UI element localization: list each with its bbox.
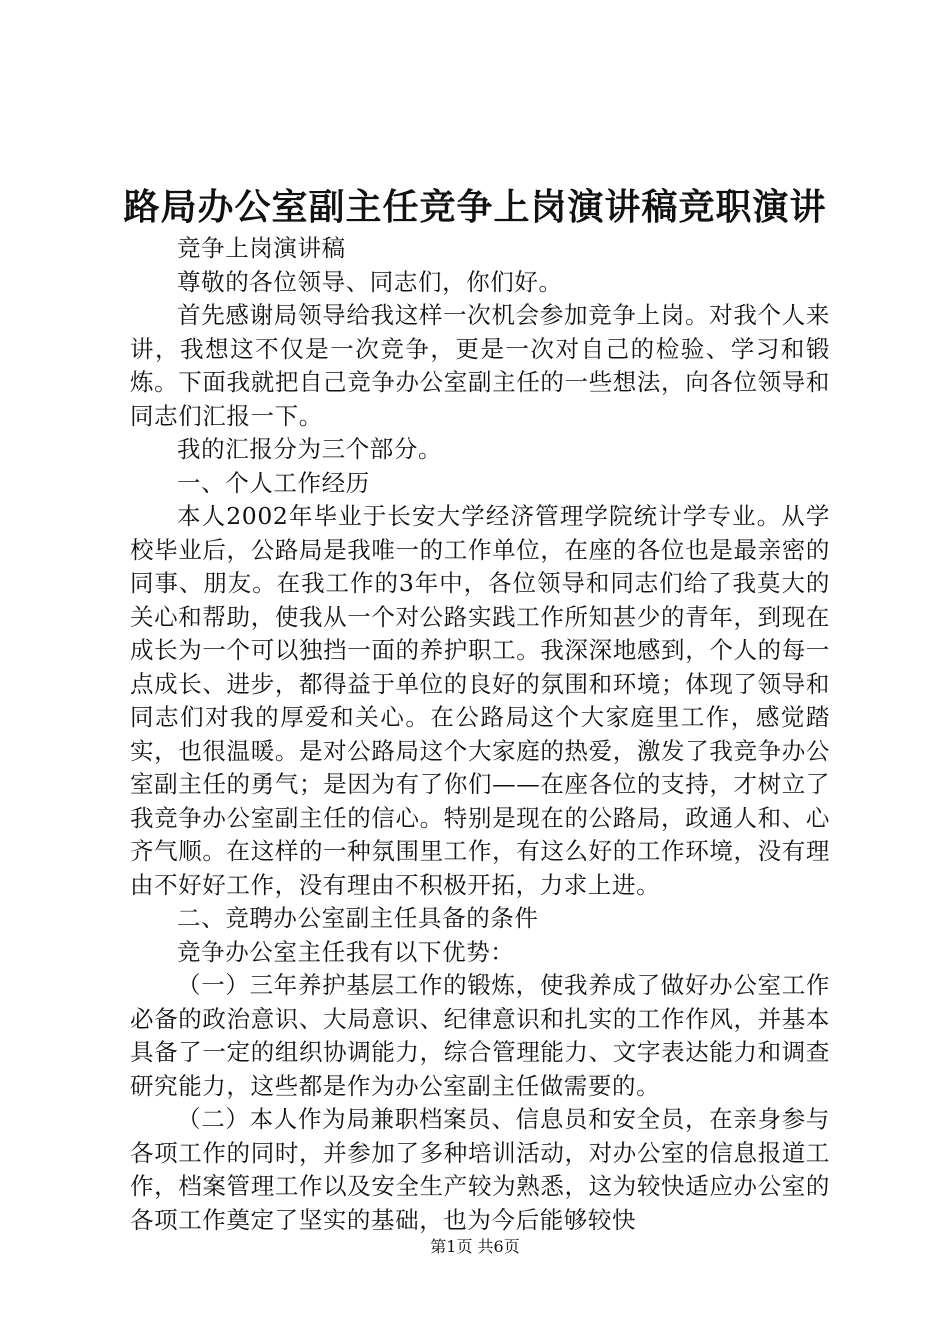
paragraph-experience: 本人2002年毕业于长安大学经济管理学院统计学专业。从学校毕业后，公路局是我唯一的工作单位，在座的各位也是最亲密的同事、朋友。在我工作的3年中，各位领导和同志们给了我莫大的关心和帮助，使我从一个对公路实践工作所知甚少的青年，到现在成长为一个可以独挡一面的养护职工。我深深地感到，个人的每一点成长、进步，都得益于单位的良好的氛围和环境；体现了领导和同志们对我的厚爱和关心。在公路局这个大家庭里工作，感觉踏实，也很温暖。是对公路局这个大家庭的热爱，激发了我竞争办公室副主任的勇气；是因为有了你们——在座各位的支持，才树立了我竞争办公室副主任的信心。特别是现在的公路局，政通人和、心齐气顺。在这样的一种氛围里工作，有这么好的工作环境，没有理由不好好工作，没有理由不积极开拓，力求上进。 (130, 502, 830, 899)
paragraph-outline: 我的汇报分为三个部分。 (177, 435, 443, 463)
document-title: 路局办公室副主任竞争上岗演讲稿竞职演讲 (123, 186, 827, 228)
page-footer: 第1页 共6页 (430, 1237, 520, 1256)
section-heading-2: 二、竞聘办公室副主任具备的条件 (177, 904, 539, 932)
paragraph-intro: 首先感谢局领导给我这样一次机会参加竞争上岗。对我个人来讲，我想这不仅是一次竞争，更是一次对自己的检验、学习和锻炼。下面我就把自己竞争办公室副主任的一些想法，向各位领导和同志们汇报一下。 (130, 301, 830, 430)
section-heading-1: 一、个人工作经历 (177, 468, 370, 497)
paragraph-subtitle: 竞争上岗演讲稿 (177, 234, 346, 262)
paragraph-advantages-intro: 竞争办公室主任我有以下优势： (177, 937, 515, 966)
paragraph-greeting: 尊敬的各位领导、同志们，你们好。 (177, 267, 563, 296)
document-body (130, 232, 830, 1237)
paragraph-advantage-1: （一）三年养护基层工作的锻炼，使我养成了做好办公室工作必备的政治意识、大局意识、纪律意识和扎实的工作作风，并基本具备了一定的组织协调能力，综合管理能力、文字表达能力和调查研究能力，这些都是作为办公室副主任做需要的。 (130, 971, 830, 1100)
paragraph-advantage-2: （二）本人作为局兼职档案员、信息员和安全员，在亲身参与各项工作的同时，并参加了多种培训活动，对办公室的信息报道工作，档案管理工作以及安全生产较为熟悉，这为较快适应办公室的各项工作奠定了坚实的基础，也为今后能够较快 (130, 1105, 830, 1234)
